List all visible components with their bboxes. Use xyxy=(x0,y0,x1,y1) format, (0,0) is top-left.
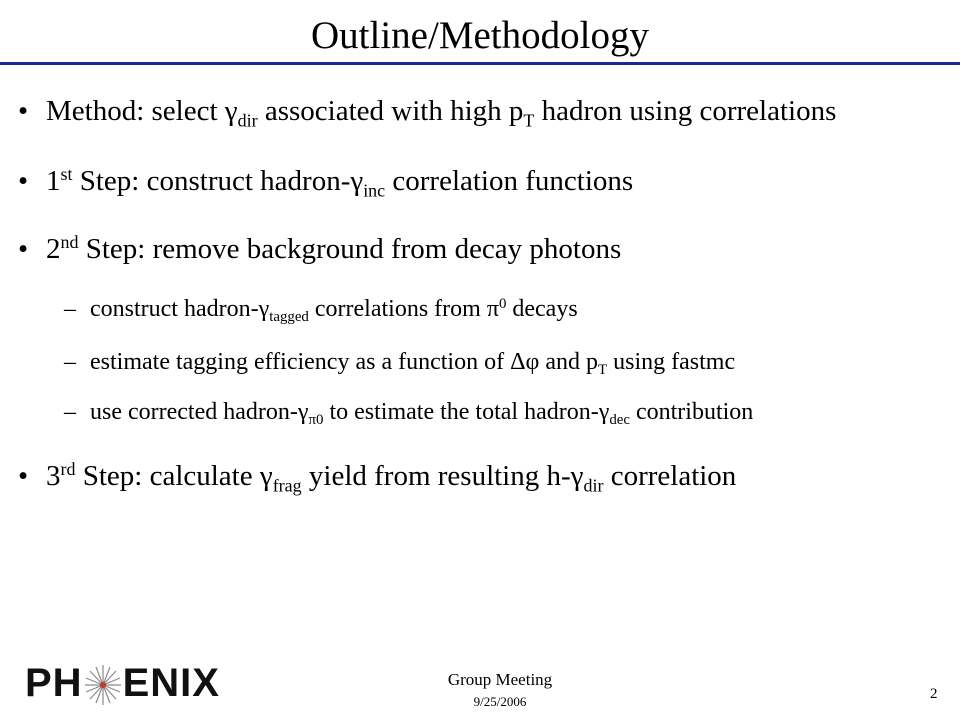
bullet-text: use corrected hadron- xyxy=(90,399,298,425)
bullet-text: 2 xyxy=(46,233,61,265)
sub-bullet-dash: – xyxy=(64,349,76,375)
subscript: dir xyxy=(583,475,604,496)
superscript: st xyxy=(60,164,73,185)
sub-bullet-tagged xyxy=(64,291,578,327)
phenix-logo xyxy=(25,658,220,708)
footer-date: 9/25/2006 xyxy=(473,694,527,709)
bullet-text: and p xyxy=(539,349,599,375)
subscript: inc xyxy=(363,180,386,201)
bullet-text: Method: select xyxy=(46,95,225,127)
bullet-text: estimate tagging efficiency as a function of xyxy=(90,349,511,375)
bullet-text: yield from resulting h- xyxy=(301,460,571,492)
gamma-symbol: γ xyxy=(297,399,309,425)
bullet-marker: • xyxy=(18,95,29,127)
starburst-icon xyxy=(83,663,123,707)
superscript: rd xyxy=(60,459,76,480)
bullet-text: to estimate the total hadron- xyxy=(323,399,599,425)
bullet-step-2 xyxy=(18,231,622,267)
subscript: π0 xyxy=(308,412,324,429)
bullet-text: Step: calculate xyxy=(75,460,260,492)
bullet-step-1 xyxy=(18,163,634,201)
logo-text-right: ENIX xyxy=(122,661,220,705)
superscript: nd xyxy=(60,232,79,253)
page-number: 2 xyxy=(930,686,938,702)
slide-title: Outline/Methodology xyxy=(311,14,649,57)
subscript: frag xyxy=(272,475,302,496)
bullet-text: Step: remove background from decay photons xyxy=(78,233,622,265)
title-underline xyxy=(0,62,960,65)
bullet-marker: • xyxy=(18,165,29,197)
bullet-text: associated with high p xyxy=(257,95,524,127)
bullet-marker: • xyxy=(18,460,29,492)
delta-phi-symbol: Δφ xyxy=(510,349,540,375)
bullet-text: decays xyxy=(506,296,578,322)
footer-meeting: Group Meeting xyxy=(447,670,553,689)
gamma-symbol: γ xyxy=(350,165,364,197)
sub-bullet-dash: – xyxy=(64,399,76,425)
bullet-text: hadron using correlations xyxy=(534,95,837,127)
sub-bullet-efficiency xyxy=(64,344,736,380)
bullet-marker: • xyxy=(18,233,29,265)
pi-symbol: π xyxy=(486,296,499,322)
subscript: dec xyxy=(609,412,630,429)
bullet-text: correlation functions xyxy=(385,165,634,197)
bullet-text: using fastmc xyxy=(607,349,736,375)
subscript: tagged xyxy=(269,309,309,326)
bullet-text: contribution xyxy=(629,399,754,425)
gamma-symbol: γ xyxy=(259,460,273,492)
bullet-text: correlations from xyxy=(308,296,487,322)
subscript: dir xyxy=(237,110,258,131)
gamma-symbol: γ xyxy=(258,296,270,322)
sub-bullet-dash: – xyxy=(64,296,76,322)
subscript: T xyxy=(598,362,608,379)
bullet-text: correlation xyxy=(603,460,737,492)
bullet-text: Step: construct hadron- xyxy=(72,165,351,197)
gamma-symbol: γ xyxy=(570,460,584,492)
bullet-text: construct hadron- xyxy=(90,296,259,322)
subscript: T xyxy=(523,110,535,131)
bullet-text: 1 xyxy=(46,165,61,197)
bullet-text: 3 xyxy=(46,460,61,492)
superscript: 0 xyxy=(498,295,507,312)
bullet-step-3 xyxy=(18,458,737,496)
bullet-method xyxy=(18,93,837,131)
logo-text-left: PH xyxy=(25,661,83,705)
sub-bullet-corrected xyxy=(64,394,754,430)
gamma-symbol: γ xyxy=(598,399,610,425)
gamma-symbol: γ xyxy=(224,95,238,127)
